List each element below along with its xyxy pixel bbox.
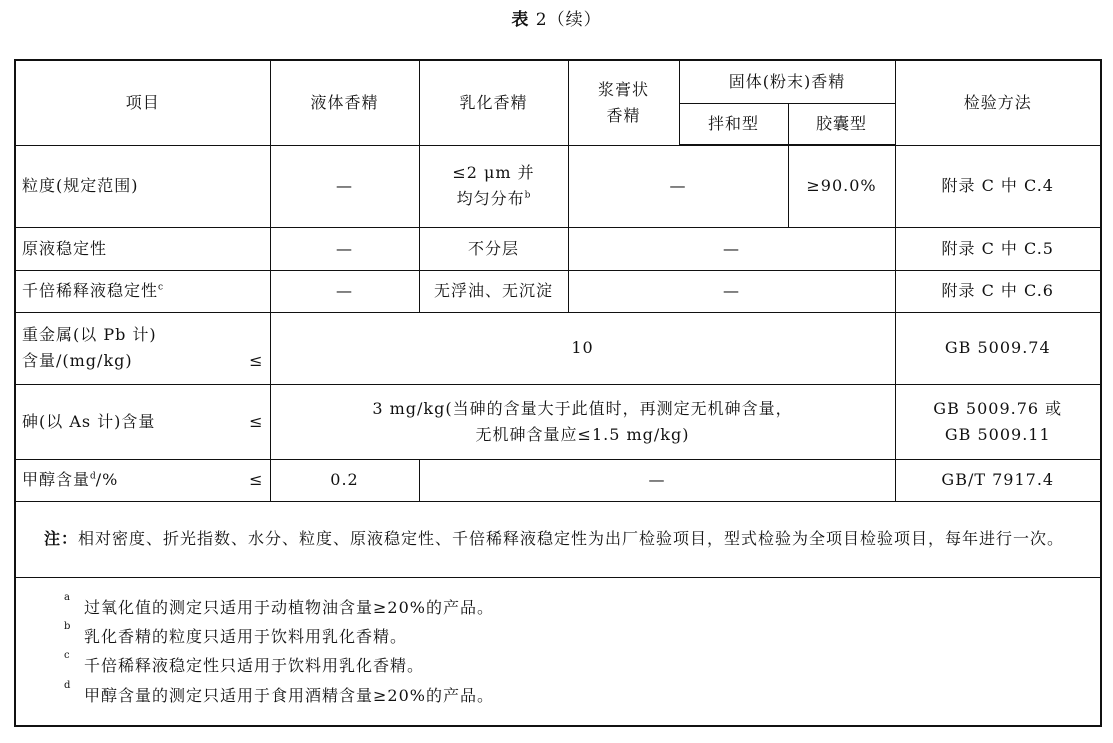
footnote-text: 甲醇含量的测定只适用于食用酒精含量≥20%的产品。 [84, 685, 494, 705]
dilution-name: 千倍稀释液稳定性$^c$ [15, 270, 270, 312]
heavy-metal-line2: 含量/(mg/kg) ≤ [22, 348, 264, 374]
spec-table [14, 59, 1102, 727]
arsenic-name: 砷(以 As 计)含量 ≤ [15, 384, 270, 459]
dilution-emulsified: 无浮油、无沉淀 [419, 270, 568, 312]
footnote-mark: a [64, 591, 71, 603]
header-capsule: 胶囊型 [788, 103, 895, 145]
particle-name: 粒度(规定范围) [15, 145, 270, 227]
stability-rest: — [568, 227, 895, 270]
particle-paste-mixed: — [568, 145, 788, 227]
footnote-mark-b: b [524, 190, 531, 201]
row-methanol [15, 459, 1101, 501]
particle-emul-line2: 均匀分布$^b$ [456, 189, 531, 208]
footnote-mark: d [64, 679, 72, 691]
caption-rest: 2（续） [535, 10, 602, 30]
header-paste-line1: 浆膏状 [597, 80, 649, 100]
footnote-mark-d: d [90, 471, 96, 482]
heavy-metal-value: 10 [270, 312, 895, 384]
header-solid: 固体(粉末)香精 [679, 60, 895, 103]
methanol-method: GB/T 7917.4 [895, 459, 1101, 501]
table-caption [0, 5, 1113, 30]
row-arsenic [15, 384, 1101, 459]
methanol-name: 甲醇含量$^d$/% ≤ [15, 459, 270, 501]
note [15, 501, 1101, 577]
footnote-mark: b [64, 620, 72, 632]
arsenic-value [270, 384, 895, 459]
footnote-a [64, 591, 1086, 622]
footnote-text: 乳化香精的粒度只适用于饮料用乳化香精。 [84, 626, 408, 646]
row-stability [15, 227, 1101, 270]
footnote-text: 过氧化值的测定只适用于动植物油含量≥20%的产品。 [84, 597, 494, 617]
note-label: 注： [44, 529, 79, 549]
header-mixed: 拌和型 [679, 103, 788, 145]
le-sign: ≤ [249, 470, 264, 490]
le-sign: ≤ [249, 411, 264, 431]
note-text: 相对密度、折光指数、水分、粒度、原液稳定性、千倍稀释液稳定性为出厂检验项目，型式检验为全项目检验项目，每年进行一次。 [78, 529, 1065, 549]
stability-name: 原液稳定性 [15, 227, 270, 270]
row-particle [15, 145, 1101, 227]
stability-method: 附录 C 中 C.5 [895, 227, 1101, 270]
header-liquid: 液体香精 [270, 60, 419, 145]
footnotes [15, 577, 1101, 726]
heavy-metal-name [15, 312, 270, 384]
arsenic-method-line2: GB 5009.11 [944, 424, 1051, 444]
caption-bold: 表 [511, 10, 530, 30]
header-method: 检验方法 [895, 60, 1101, 145]
dilution-rest: — [568, 270, 895, 312]
footnote-d [64, 679, 1086, 710]
footnote-mark: c [64, 650, 71, 662]
stability-liquid: — [270, 227, 419, 270]
footnote-text: 千倍稀释液稳定性只适用于饮料用乳化香精。 [84, 656, 425, 676]
particle-emulsified [419, 145, 568, 227]
header-item: 项目 [15, 60, 270, 145]
footnote-b [64, 620, 1086, 651]
header-row-1 [15, 60, 1101, 103]
header-paste-line2: 香精 [606, 105, 641, 125]
arsenic-method [895, 384, 1101, 459]
row-note [15, 501, 1101, 577]
row-heavy-metal [15, 312, 1101, 384]
particle-capsule: ≥90.0% [788, 145, 895, 227]
dilution-method: 附录 C 中 C.6 [895, 270, 1101, 312]
arsenic-value-line1: 3 mg/kg(当砷的含量大于此值时，再测定无机砷含量， [372, 398, 793, 418]
header-emulsified: 乳化香精 [419, 60, 568, 145]
footnote-mark-c: c [158, 282, 164, 293]
arsenic-value-line2: 无机砷含量应≤1.5 mg/kg) [475, 424, 690, 444]
heavy-metal-line1: 重金属(以 Pb 计) [22, 325, 157, 345]
row-footnotes [15, 577, 1101, 726]
particle-liquid: — [270, 145, 419, 227]
methanol-rest: — [419, 459, 895, 501]
header-paste [568, 60, 679, 145]
particle-emul-line1: ≤2 μm 并 [452, 163, 535, 183]
footnote-c [64, 650, 1086, 680]
methanol-liquid: 0.2 [270, 459, 419, 501]
stability-emulsified: 不分层 [419, 227, 568, 270]
arsenic-method-line1: GB 5009.76 或 [933, 398, 1063, 418]
heavy-metal-method: GB 5009.74 [895, 312, 1101, 384]
row-dilution [15, 270, 1101, 312]
dilution-liquid: — [270, 270, 419, 312]
particle-method: 附录 C 中 C.4 [895, 145, 1101, 227]
le-sign: ≤ [249, 351, 264, 370]
